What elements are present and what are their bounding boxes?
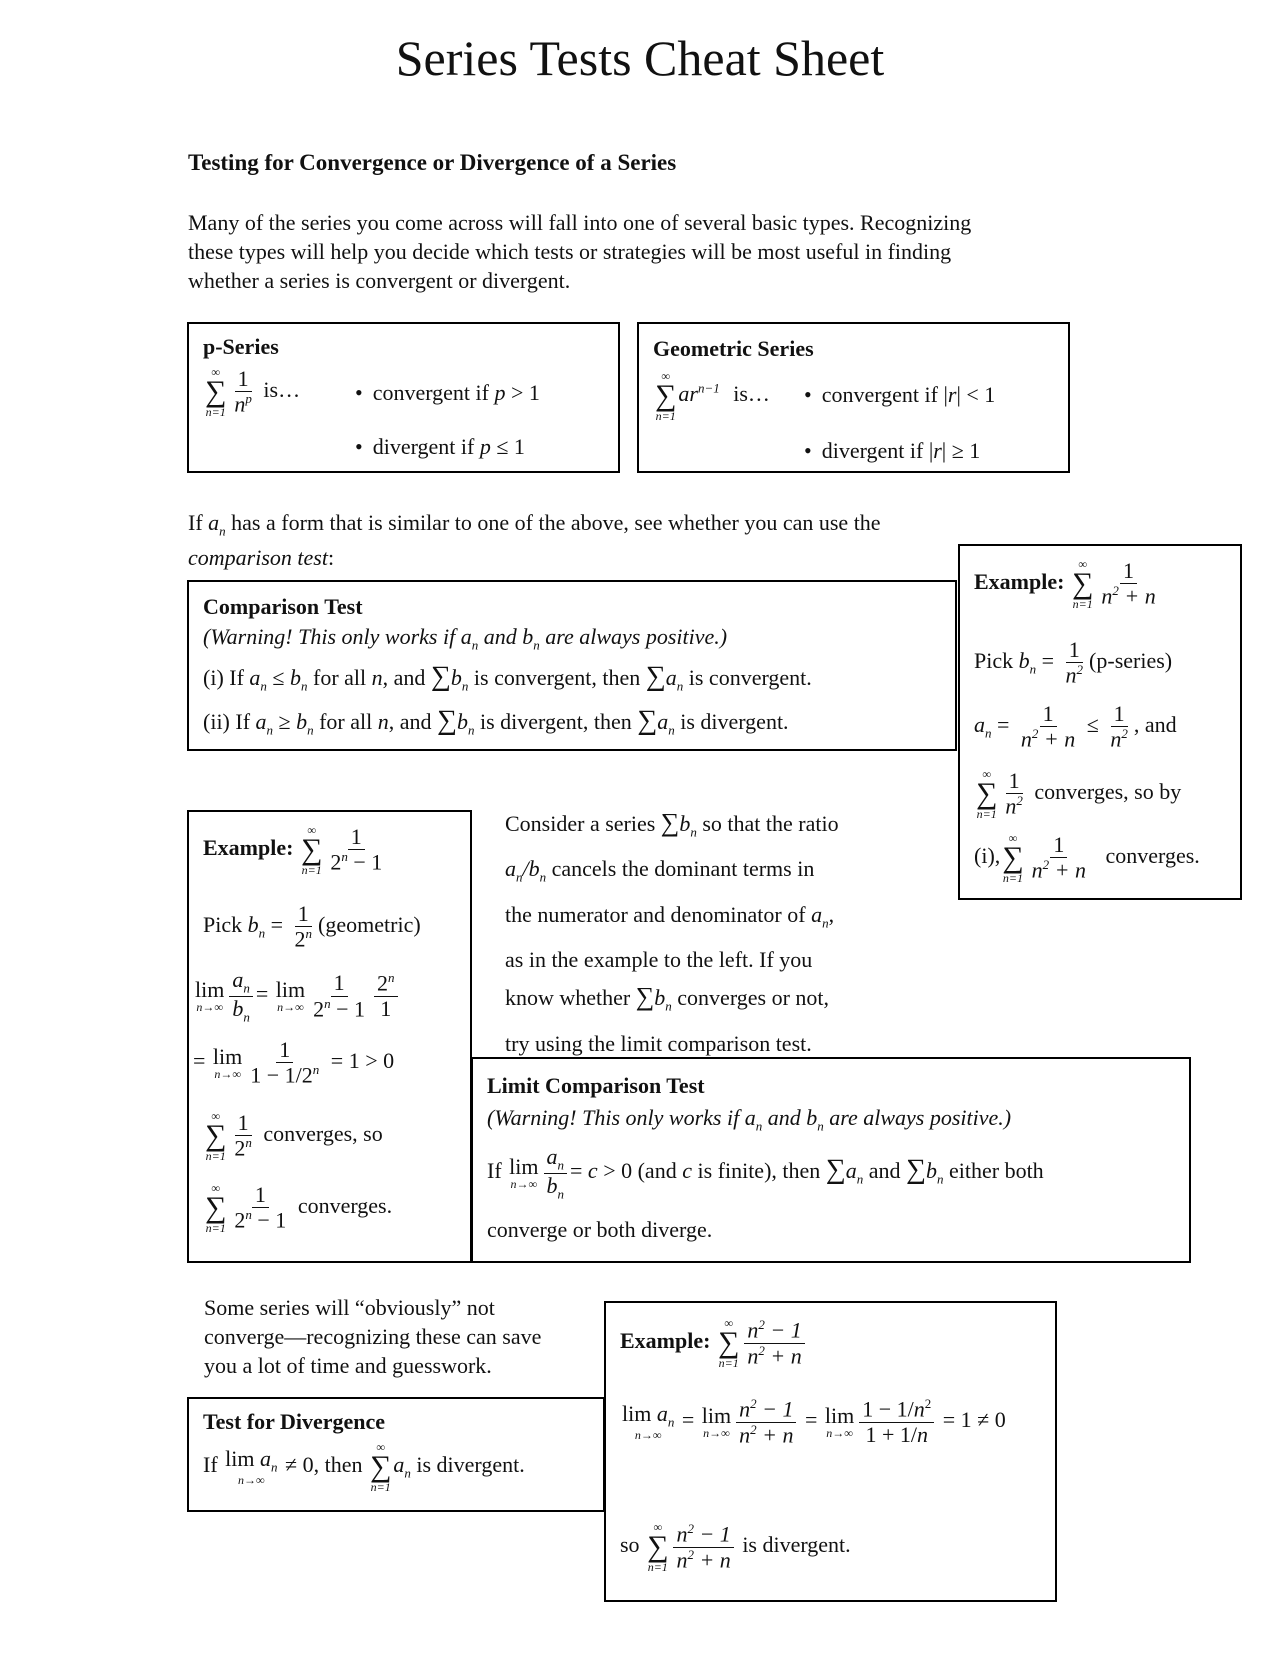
p-series-box [187, 322, 620, 473]
geometric-divergent: • divergent if |r| ≥ 1 [804, 438, 981, 463]
page-title: Series Tests Cheat Sheet [395, 30, 885, 86]
geometric-series-box [637, 322, 1070, 473]
limit-comparison-title: Limit Comparison Test [487, 1073, 705, 1098]
example2-limit-result: = lim n→∞ $\frac{1}{1 - 1/2^n}$ = 1 > 0 [193, 1037, 395, 1088]
example-limit-box [187, 810, 472, 1263]
example3-conclusion: so ∞ ∑ n=1 $\frac{n^2 - 1}{n^2 + n}$ is divergent. [620, 1520, 851, 1574]
section-heading: Testing for Convergence or Divergence of a Series [188, 150, 677, 175]
example1-pick: Pick $b_n$ = $\frac{1}{n^2}$ (p-series) [974, 637, 1173, 688]
comparison-test-label: comparison test: [188, 545, 335, 570]
limit-comparison-box [471, 1057, 1191, 1263]
consider-paragraph: Consider a series $\sum b_n$ so that the ratio $a_n/b_n$ cancels the dominant terms in the numerator and denominator of $a_n$, as in the example to the left. If you know whether $\sum b_n$ converges or not, try using the limit comparison test. [505, 808, 839, 1056]
example2-geometric-converges: ∞ ∑ n=1 $\frac{1}{2^n}$ converges, so [205, 1109, 383, 1163]
comparison-warning: (Warning! This only works if $a_n$ and $b_n$ are always positive.) [203, 624, 728, 653]
limit-comparison-last: converge or both diverge. [487, 1217, 713, 1242]
comparison-title: Comparison Test [203, 594, 363, 619]
example1-inequality: $a_n$ = $\frac{1}{n^2 + n}$ ≤ $\frac{1}{n^2}$ , and [974, 701, 1177, 752]
obvious-paragraph: Some series will “obviously” not converge—recognizing these can save you a lot of time and guesswork. [204, 1295, 542, 1378]
example-divergence-box [604, 1301, 1057, 1602]
p-series-convergent: • convergent if p > 1 [355, 380, 540, 405]
limit-comparison-warning: (Warning! This only works if $a_n$ and $b_n$ are always positive.) [487, 1105, 1012, 1134]
intro-paragraph: Many of the series you come across will fall into one of several basic types. Recognizing these types will help you decide which tests or strategies will be most useful in finding whether a series is convergent or divergent. [188, 210, 972, 293]
comparison-rule-i: (i) If $a_n \le b_n$ for all n, and $\sum b_n$ is convergent, then $\sum a_n$ is convergent. [203, 661, 812, 694]
geometric-convergent: • convergent if |r| < 1 [804, 382, 996, 407]
comparison-rule-ii: (ii) If $a_n \ge b_n$ for all n, and $\sum b_n$ is divergent, then $\sum a_n$ is divergent. [203, 705, 789, 738]
p-series-divergent: • divergent if p ≤ 1 [355, 434, 525, 459]
example-comparison-box [958, 544, 1242, 900]
example3-header: Example: ∞ ∑ n=1 $\frac{n^2 - 1}{n^2 + n}$ [620, 1317, 808, 1369]
similar-form-text: If $a_n$ has a form that is similar to one of the above, see whether you can use the [188, 510, 881, 539]
divergence-rule: If $\lim a_n$ n→∞ ≠ 0, then ∞ ∑ n=1 $a_n$ is divergent. [203, 1440, 525, 1494]
divergence-title: Test for Divergence [203, 1409, 386, 1434]
p-series-title: p-Series [203, 334, 279, 359]
example1-converges: ∞ ∑ n=1 $\frac{1}{n^2}$ converges, so by [976, 767, 1182, 821]
example1-conclusion: (i), ∞ ∑ n=1 $\frac{1}{n^2 + n}$ converges. [974, 831, 1200, 885]
p-series-formula: ∞ ∑ n=1 $\frac{1}{n^p}$ is… [205, 365, 301, 419]
example2-header: Example: ∞ ∑ n=1 $\frac{1}{2^n - 1}$ [203, 823, 383, 877]
divergence-test-box [187, 1397, 605, 1512]
limit-comparison-rule: If lim n→∞ $\frac{a_n}{b_n}$ = c > 0 (and c is finite), then $\sum a_n$ and $\sum b_n$ either both [487, 1144, 1044, 1202]
example3-limit: $\lim a_n$ n→∞ = lim n→∞ $\frac{n^2 - 1}{n^2 + n}$ = lim n→∞ $\frac{1 - 1/n^2}{1 + 1/n}$ = 1 ≠ 0 [622, 1396, 1006, 1447]
example2-limit: lim n→∞ $\frac{a_n}{b_n}$ = lim n→∞ $\frac{1}{2^n - 1}$ $\frac{2^n}{1}$ [193, 968, 401, 1024]
comparison-test-box [187, 580, 957, 751]
example2-conclusion: ∞ ∑ n=1 $\frac{1}{2^n - 1}$ converges. [205, 1181, 393, 1235]
example1-header: Example: ∞ ∑ n=1 $\frac{1}{n^2 + n}$ [974, 557, 1156, 611]
geometric-formula: ∞ ∑ n=1 $ar^{n-1}$ is… [655, 369, 770, 423]
example2-pick: Pick $b_n$ = $\frac{1}{2^n}$ (geometric) [203, 901, 421, 952]
geometric-title: Geometric Series [653, 336, 814, 361]
